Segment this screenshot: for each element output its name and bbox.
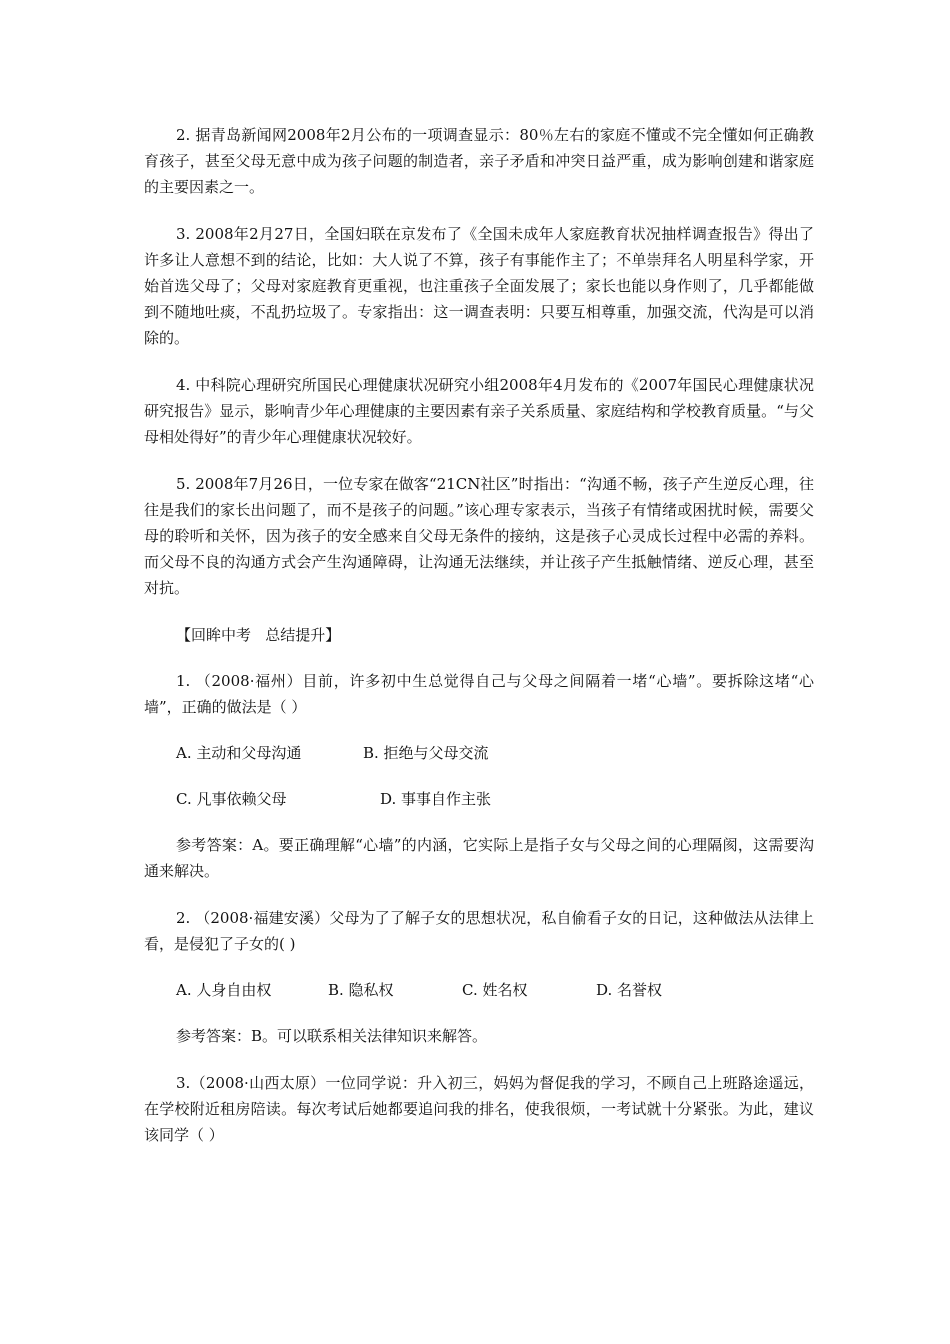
- question-2-option-b: B. 隐私权: [328, 981, 394, 999]
- question-1-option-a: A. 主动和父母沟通: [176, 744, 302, 762]
- material-2: 2. 据青岛新闻网2008年2月公布的一项调查显示：80％左右的家庭不懂或不完全懂如何正确教育孩子，甚至父母无意中成为孩子问题的制造者，亲子矛盾和冲突日益严重，成为影响创建和谐家庭的主要因素之一。: [144, 126, 814, 196]
- question-2-option-a: A. 人身自由权: [176, 981, 272, 999]
- material-5: 5. 2008年7月26日，一位专家在做客“21CN社区”时指出：“沟通不畅，孩子产生逆反心理，往往是我们的家长出问题了，而不是孩子的问题。”该心理专家表示，当孩子有情绪或困扰时候，需要父母的聆听和关怀，因为孩子的安全感来自父母无条件的接纳，这是孩子心灵成长过程中必需的养料。而父母不良的沟通方式会产生沟通障碍，让沟通无法继续，并让孩子产生抵触情绪、逆反心理，甚至对抗。: [144, 475, 814, 597]
- question-1-options-row-1: [144, 740, 814, 766]
- question-1-stem: 1. （2008·福州）目前，许多初中生总觉得自己与父母之间隔着一堵“心墙”。要拆除这堵“心墙”，正确的做法是（ ）: [144, 672, 814, 716]
- question-1-options-row-2: [144, 786, 814, 812]
- material-3: 3. 2008年2月27日，全国妇联在京发布了《全国未成年人家庭教育状况抽样调查报告》得出了许多让人意想不到的结论，比如：大人说了不算，孩子有事能作主了；不单崇拜名人明星科学家，开始首选父母了；父母对家庭教育更重视，也注重孩子全面发展了；家长也能以身作则了，几乎都能做到不随地吐痰，不乱扔垃圾了。专家指出：这一调查表明：只要互相尊重，加强交流，代沟是可以消除的。: [144, 225, 814, 347]
- question-2-option-c: C. 姓名权: [462, 981, 528, 999]
- material-4: 4. 中科院心理研究所国民心理健康状况研究小组2008年4月发布的《2007年国民心理健康状况研究报告》显示，影响青少年心理健康的主要因素有亲子关系质量、家庭结构和学校教育质量。“与父母相处得好”的青少年心理健康状况较好。: [144, 376, 814, 446]
- question-1-option-c: C. 凡事依赖父母: [176, 790, 287, 808]
- question-2-option-d: D. 名誉权: [596, 981, 663, 999]
- question-1-answer: 参考答案：A。要正确理解“心墙”的内涵，它实际上是指子女与父母之间的心理隔阂，这需要沟通来解决。: [144, 836, 814, 880]
- question-2-stem: 2. （2008·福建安溪）父母为了了解子女的思想状况，私自偷看子女的日记，这种做法从法律上看，是侵犯了子女的( ): [144, 909, 814, 953]
- document-page: [144, 122, 814, 1148]
- question-2-options: [144, 977, 814, 1003]
- question-1-option-d: D. 事事自作主张: [380, 790, 492, 808]
- section-heading: 【回眸中考 总结提升】: [176, 626, 341, 644]
- question-2-answer: 参考答案：B。可以联系相关法律知识来解答。: [176, 1027, 488, 1045]
- question-3-stem: 3.（2008·山西太原）一位同学说：升入初三，妈妈为督促我的学习，不顾自己上班路途遥远，在学校附近租房陪读。每次考试后她都要追问我的排名，使我很烦，一考试就十分紧张。为此，建议该同学（ ）: [144, 1074, 814, 1144]
- question-1-option-b: B. 拒绝与父母交流: [363, 744, 489, 762]
